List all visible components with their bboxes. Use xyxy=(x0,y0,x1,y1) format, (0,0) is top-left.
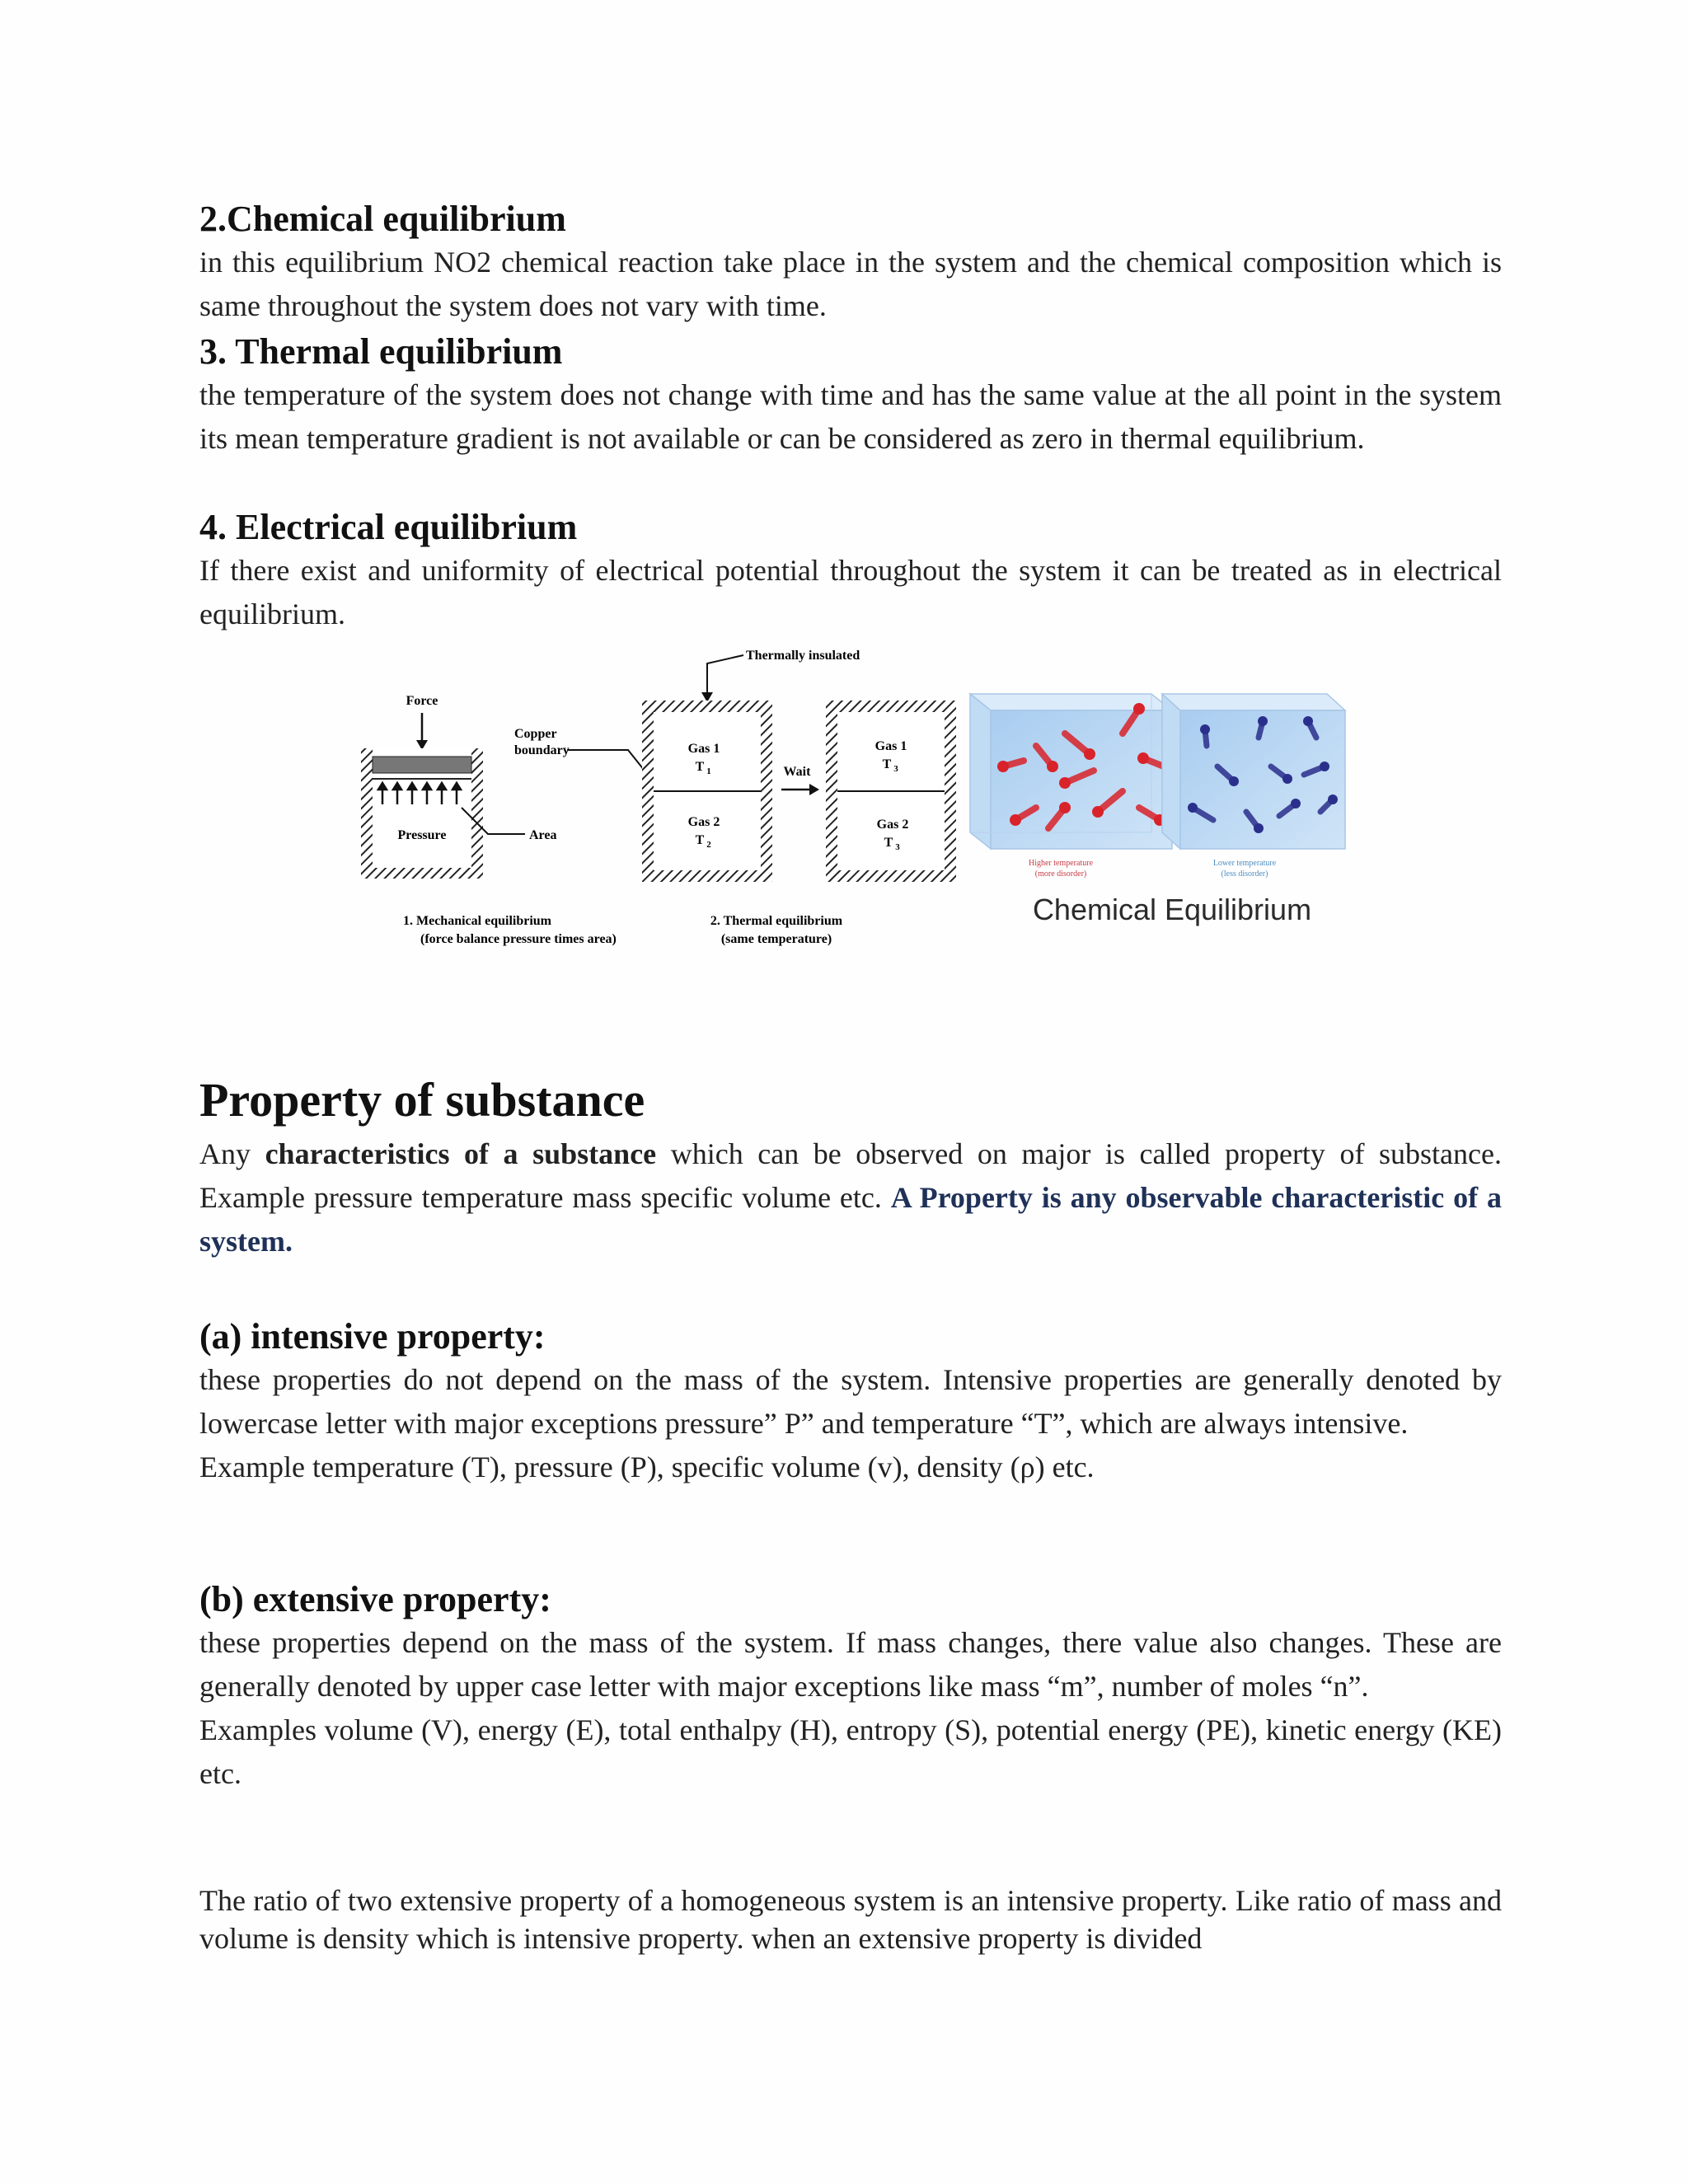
chemical-equilibrium-title: Chemical Equilibrium xyxy=(1032,893,1312,926)
copper-label-1: Copper xyxy=(514,727,557,741)
extensive-section xyxy=(199,1578,1502,1796)
box2-gas2: Gas 2 xyxy=(876,818,909,832)
property-text-a: Any xyxy=(199,1137,265,1170)
insulated-pointer xyxy=(707,655,743,696)
mechanical-diagram xyxy=(361,694,655,946)
caption-mech-2: (force balance pressure times area) xyxy=(420,932,617,946)
box2-t3: T xyxy=(882,757,892,771)
extensive-example: Examples volume (V), energy (E), total enthalpy (H), entropy (S), potential energy (PE), kinetic energy (KE) etc. xyxy=(199,1713,1502,1790)
lower-temp-2: (less disorder) xyxy=(1221,869,1268,879)
extensive-body: these properties depend on the mass of the system. If mass changes, there value also changes. These are generally denoted by upper case letter with major exceptions like mass “m”, number of moles “n”. xyxy=(199,1626,1502,1703)
chemical-body: in this equilibrium NO2 chemical reaction take place in the system and the chemical composition which is same throughout the system does not vary with time. xyxy=(199,246,1502,322)
box1-gas1: Gas 1 xyxy=(687,742,720,756)
property-section xyxy=(199,1073,1502,1263)
pressure-label: Pressure xyxy=(397,828,447,842)
ratio-body: The ratio of two extensive property of a homogeneous system is an intensive property. Like ratio of mass and volume is density which is intensive property. when an extensive property is divided xyxy=(199,1884,1502,1955)
chemical-section xyxy=(199,198,1502,328)
thermal-heading: 3. Thermal equilibrium xyxy=(199,331,563,372)
copper-label-2: boundary xyxy=(514,743,570,757)
wait-label: Wait xyxy=(783,765,811,779)
intensive-heading: (a) intensive property: xyxy=(199,1316,546,1357)
box2-t3-sub: 3 xyxy=(893,764,898,774)
box1-t1-sub: 1 xyxy=(706,766,711,776)
caption-therm-2: (same temperature) xyxy=(720,932,832,946)
higher-temp-2: (more disorder) xyxy=(1034,869,1087,879)
cold-cube xyxy=(1162,694,1345,879)
chemical-heading: 2.Chemical equilibrium xyxy=(199,199,566,239)
intensive-section xyxy=(199,1315,1502,1489)
copper-pointer xyxy=(567,750,651,779)
electrical-heading: 4. Electrical equilibrium xyxy=(199,507,578,547)
chemical-diagram xyxy=(970,694,1345,926)
box2-t3b: T xyxy=(884,836,893,850)
thermal-section xyxy=(199,330,1502,461)
intensive-body: these properties do not depend on the mass of the system. Intensive properties are generally denoted by lowercase letter with major exceptions pressure” P” and temperature “T”, which are always intensive. xyxy=(199,1363,1502,1440)
wait-arrowhead xyxy=(809,784,819,795)
property-text-c: which can be observed on major is called property of substance. Example pressure temperature mass specific volume etc. xyxy=(199,1137,1502,1214)
electrical-section xyxy=(199,506,1502,636)
box1-gas2: Gas 2 xyxy=(687,815,720,829)
box2-t3b-sub: 3 xyxy=(895,842,900,852)
property-text-bold: characteristics of a substance xyxy=(265,1137,657,1170)
ratio-section xyxy=(199,1882,1502,1957)
property-definition: A Property is any observable characteristic of a system. xyxy=(199,1181,1502,1258)
piston xyxy=(373,757,471,773)
insulated-label: Thermally insulated xyxy=(746,649,860,663)
box1-t2-sub: 2 xyxy=(706,840,711,850)
extensive-heading: (b) extensive property: xyxy=(199,1579,551,1619)
intensive-example: Example temperature (T), pressure (P), specific volume (v), density (ρ) etc. xyxy=(199,1451,1095,1483)
box1-t2: T xyxy=(695,833,705,847)
force-label: Force xyxy=(406,694,438,708)
higher-temp-1: Higher temperature xyxy=(1028,859,1094,868)
hot-cube xyxy=(970,694,1172,879)
box1-t1: T xyxy=(695,760,705,774)
box2-gas1: Gas 1 xyxy=(874,739,907,753)
lower-temp-1: Lower temperature xyxy=(1212,859,1277,868)
area-label: Area xyxy=(529,828,557,842)
caption-mech-1: 1. Mechanical equilibrium xyxy=(403,914,551,928)
caption-therm-1: 2. Thermal equilibrium xyxy=(710,914,843,928)
thermal-body: the temperature of the system does not change with time and has the same value at the all point in the system its mean temperature gradient is not available or can be considered as zero in thermal equilibrium. xyxy=(199,378,1502,455)
equilibrium-figure xyxy=(199,643,1502,964)
electrical-body: If there exist and uniformity of electrical potential throughout the system it can be treated as in electrical equilibrium. xyxy=(199,554,1502,630)
thermal-diagram xyxy=(642,649,956,946)
property-heading: Property of substance xyxy=(199,1073,645,1127)
property-body xyxy=(199,1132,1502,1263)
